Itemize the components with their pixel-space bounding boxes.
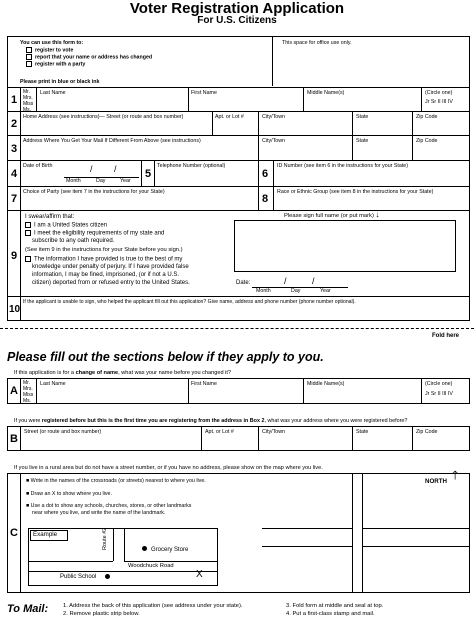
- suffix-options[interactable]: Jr Sr II III IV: [425, 99, 453, 105]
- rule: [303, 87, 304, 111]
- north-arrow-icon: 🡑: [452, 468, 459, 482]
- map-road: [352, 474, 353, 546]
- prev-middle-name-field[interactable]: Middle Name(s): [307, 381, 345, 387]
- citizen-text: I am a United States citizen: [34, 222, 108, 229]
- rule: [20, 474, 21, 592]
- box9-number: 9: [11, 250, 18, 262]
- print-note: Please print in blue or black ink: [20, 79, 100, 85]
- rule: [20, 135, 21, 160]
- road-edge: [124, 561, 217, 562]
- instruction-text: Use a dot to show any schools, churches, stores, or other landmarks: [30, 503, 192, 509]
- eligibility-statement: [25, 230, 164, 237]
- section-a-intro: [14, 370, 231, 376]
- date-month: Month: [256, 288, 271, 294]
- instruction-draw-x: ■ Draw an X to show where you live.: [26, 491, 112, 497]
- home-address-field[interactable]: Home Address (see instructions)— Street (or route and box number): [23, 114, 184, 120]
- mail-address-field[interactable]: Address Where You Get Your Mail If Different From Above (see instructions): [23, 138, 201, 144]
- north-label: NORTH: [425, 478, 447, 485]
- grocery-label: Grocery Store: [151, 547, 189, 553]
- intro-text: , what was your address where you were registered before?: [264, 418, 408, 424]
- circle-one-label: (Circle one): [425, 381, 453, 387]
- intro-text: If you were: [14, 418, 42, 424]
- rule: [352, 427, 353, 450]
- last-name-field[interactable]: Last Name: [40, 90, 66, 96]
- intro-text: , what was your name before you changed it?: [118, 370, 232, 376]
- rule: [258, 160, 259, 186]
- option-change[interactable]: [26, 54, 152, 61]
- map-road: [362, 474, 363, 546]
- mail-step-3: 3. Fold form at middle and seal at top.: [286, 603, 384, 609]
- landmark-dot-icon: [105, 574, 110, 579]
- rule: [421, 379, 422, 403]
- section-c-letter: C: [10, 527, 18, 539]
- rule: [352, 135, 353, 160]
- signature-box[interactable]: [234, 220, 456, 272]
- use-form-label: You can use this form to:: [20, 40, 84, 46]
- title-miss[interactable]: Miss: [23, 392, 34, 398]
- instruction-crossroads: ■ Write in the names of the crossroads (or streets) nearest to where you live.: [26, 478, 206, 484]
- option-party-label: register with a party: [35, 61, 86, 68]
- home-x-mark: X: [196, 569, 203, 580]
- title-ms[interactable]: Ms.: [23, 107, 32, 113]
- truth-line-2: knowledge under penalty of perjury. If I have provided false: [32, 264, 189, 270]
- title-mrs[interactable]: Mrs.: [23, 95, 33, 101]
- rule: [141, 160, 142, 186]
- mail-step-1: 1. Address the back of this application (see address under your state).: [63, 603, 243, 609]
- rule: [8, 296, 469, 297]
- landmark-dot-icon: [142, 546, 147, 551]
- fold-here-label: Fold here: [432, 333, 460, 339]
- road-edge: [124, 529, 125, 561]
- rule: [20, 111, 21, 135]
- race-field[interactable]: Race or Ethnic Group (see item 8 in the instructions for your State): [277, 189, 434, 195]
- rule: [258, 135, 259, 160]
- rule: [212, 111, 213, 135]
- option-party[interactable]: [26, 61, 85, 68]
- date-day: Day: [291, 288, 301, 294]
- form-title: Voter Registration Application: [129, 0, 345, 17]
- box5-number: 5: [145, 168, 152, 180]
- title-mr[interactable]: Mr.: [23, 380, 30, 386]
- phone-field[interactable]: Telephone Number (optional): [157, 163, 226, 169]
- rule: [412, 427, 413, 450]
- rule: [273, 186, 274, 210]
- dob-month: Month: [66, 178, 81, 184]
- truth-checkbox[interactable]: [25, 256, 31, 262]
- title-mr[interactable]: Mr.: [23, 89, 30, 95]
- box4-number: 4: [11, 168, 18, 180]
- citizen-statement: [25, 222, 107, 229]
- rule: [258, 186, 259, 210]
- office-divider: [272, 37, 273, 86]
- instruction-text: Draw an X to show where you live.: [30, 491, 112, 497]
- title-mrs[interactable]: Mrs.: [23, 386, 33, 392]
- intro-bold: registered before but this is the first time you are registering from the address in Box 2: [41, 418, 265, 424]
- road-edge: [29, 561, 113, 562]
- state-field[interactable]: State: [356, 114, 369, 120]
- middle-name-field[interactable]: Middle Name(s): [307, 90, 345, 96]
- rule: [20, 210, 21, 296]
- map-road: [362, 528, 469, 529]
- rule: [258, 111, 259, 135]
- truth-line-4: citizen) deported from or refused entry to the United States.: [32, 280, 190, 286]
- rule: [273, 160, 274, 186]
- option-register-label: register to vote: [35, 47, 74, 54]
- mail-state-field[interactable]: State: [356, 138, 369, 144]
- box1-number: 1: [11, 94, 18, 106]
- title-miss[interactable]: Miss: [23, 101, 34, 107]
- rule: [258, 427, 259, 450]
- section-b-letter: B: [10, 433, 18, 445]
- mail-zip-field[interactable]: Zip Code: [416, 138, 438, 144]
- swear-label: I swear/affirm that:: [25, 214, 75, 220]
- school-label: Public School: [60, 574, 97, 580]
- dob-separator: /: [114, 164, 117, 174]
- rule: [154, 160, 155, 186]
- instruction-landmarks: ■ Use a dot to show any schools, churches, stores, or other landmarks: [26, 503, 192, 509]
- dob-field[interactable]: Date of Birth: [23, 163, 53, 169]
- change-checkbox[interactable]: [26, 54, 32, 60]
- form-subtitle: For U.S. Citizens: [197, 15, 277, 26]
- title-ms[interactable]: Ms.: [23, 398, 32, 404]
- rule: [303, 379, 304, 403]
- map-road: [362, 546, 363, 592]
- rule: [8, 186, 469, 187]
- rule: [20, 379, 21, 403]
- sign-here-label: [284, 212, 380, 219]
- intro-text: If this application is for a: [14, 370, 76, 376]
- box7-number: 7: [11, 193, 18, 205]
- eligibility-text: I meet the eligibility requirements of my state and: [34, 230, 165, 237]
- first-name-field[interactable]: First Name: [191, 90, 217, 96]
- intro-bold: change of name: [75, 370, 119, 376]
- rule: [20, 427, 21, 450]
- rule: [20, 160, 21, 186]
- sections-title: Please fill out the sections below if they apply to you.: [7, 350, 324, 364]
- rule: [8, 111, 469, 112]
- apt-field[interactable]: Apt. or Lot #: [215, 114, 244, 120]
- instruction-landmarks-2: near where you live, and write the name of the landmark.: [32, 510, 166, 516]
- rule: [20, 87, 21, 111]
- prev-first-name-field[interactable]: First Name: [191, 381, 217, 387]
- rule: [20, 296, 21, 320]
- eligibility-statement-2: subscribe to any oath required.: [32, 238, 115, 244]
- rule: [412, 135, 413, 160]
- rule: [36, 87, 37, 111]
- party-checkbox[interactable]: [26, 61, 32, 67]
- map-road: [352, 546, 353, 592]
- eligibility-checkbox[interactable]: [25, 230, 31, 236]
- truth-line-3: information, I may be fined, imprisoned, (or if not a U.S.: [32, 272, 180, 278]
- truth-text: The information I have provided is true to the best of my: [34, 256, 183, 263]
- dob-day: Day: [96, 178, 106, 184]
- register-checkbox[interactable]: [26, 47, 32, 53]
- rule: [412, 111, 413, 135]
- arrow-down-icon: ↓: [375, 210, 380, 219]
- mail-city-field[interactable]: City/Town: [262, 138, 285, 144]
- dob-year: Year: [120, 178, 131, 184]
- rule: [188, 87, 189, 111]
- rule: [421, 87, 422, 111]
- option-change-label: report that your name or address has changed: [35, 54, 153, 61]
- dob-separator: /: [90, 164, 93, 174]
- road-edge: [29, 571, 217, 572]
- map-road: [262, 546, 352, 547]
- rule: [8, 210, 469, 211]
- prev-zip-field[interactable]: Zip Code: [416, 429, 438, 435]
- rule: [188, 379, 189, 403]
- box6-number: 6: [262, 168, 269, 180]
- box3-number: 3: [11, 143, 18, 155]
- rule: [8, 135, 469, 136]
- city-field[interactable]: City/Town: [262, 114, 285, 120]
- prev-apt-field[interactable]: Apt. or Lot #: [205, 429, 234, 435]
- box10-number: 10: [9, 304, 21, 315]
- rule: [20, 186, 21, 210]
- to-mail-title: To Mail:: [7, 603, 49, 615]
- rule: [352, 111, 353, 135]
- map-road: [262, 528, 352, 529]
- helper-field[interactable]: If the applicant is unable to sign, who helped the applicant fill out this application? Give name, address and phone number (phone number optional).: [23, 299, 356, 305]
- circle-one-label: (Circle one): [425, 90, 453, 96]
- sign-here-text: Please sign full name (or put mark): [284, 213, 374, 219]
- instruction-text: Write in the names of the crossroads (or streets) nearest to where you live.: [30, 478, 206, 484]
- prev-state-field[interactable]: State: [356, 429, 369, 435]
- date-year: Year: [320, 288, 331, 294]
- see-item-note: (See item 9 in the instructions for your State before you sign.): [25, 247, 183, 253]
- date-separator: /: [284, 276, 287, 286]
- prev-street-field[interactable]: Street (or route and box number): [24, 429, 102, 435]
- example-label: Example: [33, 531, 58, 538]
- id-number-field[interactable]: ID Number (see item 6 in the instructions for your State): [277, 163, 409, 169]
- option-register[interactable]: [26, 47, 73, 54]
- date-label: Date:: [236, 280, 251, 286]
- citizen-checkbox[interactable]: [25, 222, 31, 228]
- party-field[interactable]: Choice of Party (see item 7 in the instructions for your State): [23, 189, 165, 195]
- route-label: Route #2: [102, 527, 108, 550]
- section-c-intro: If you live in a rural area but do not have a street number, or if you have no address, please show on the map where you live.: [14, 465, 323, 471]
- mail-step-2: 2. Remove plastic strip below.: [63, 611, 140, 617]
- prev-city-field[interactable]: City/Town: [262, 429, 285, 435]
- rule: [8, 87, 469, 88]
- road-label: Woodchuck Road: [128, 563, 174, 569]
- rule: [36, 379, 37, 403]
- section-a-letter: A: [10, 385, 18, 397]
- office-use-label: This space for office use only.: [282, 40, 352, 46]
- rule: [201, 427, 202, 450]
- box8-number: 8: [262, 193, 269, 205]
- road-edge: [113, 529, 114, 561]
- rule: [8, 160, 469, 161]
- prev-suffix-options[interactable]: Jr Sr II III IV: [425, 391, 453, 397]
- truth-statement: [25, 256, 182, 263]
- box2-number: 2: [11, 118, 18, 130]
- fold-line: [0, 328, 474, 329]
- zip-field[interactable]: Zip Code: [416, 114, 438, 120]
- section-a-box: [7, 378, 470, 404]
- map-road: [362, 546, 469, 547]
- section-b-intro: [14, 418, 407, 424]
- date-separator: /: [312, 276, 315, 286]
- prev-last-name-field[interactable]: Last Name: [40, 381, 66, 387]
- mail-step-4: 4. Put a first-class stamp and mail.: [286, 611, 375, 617]
